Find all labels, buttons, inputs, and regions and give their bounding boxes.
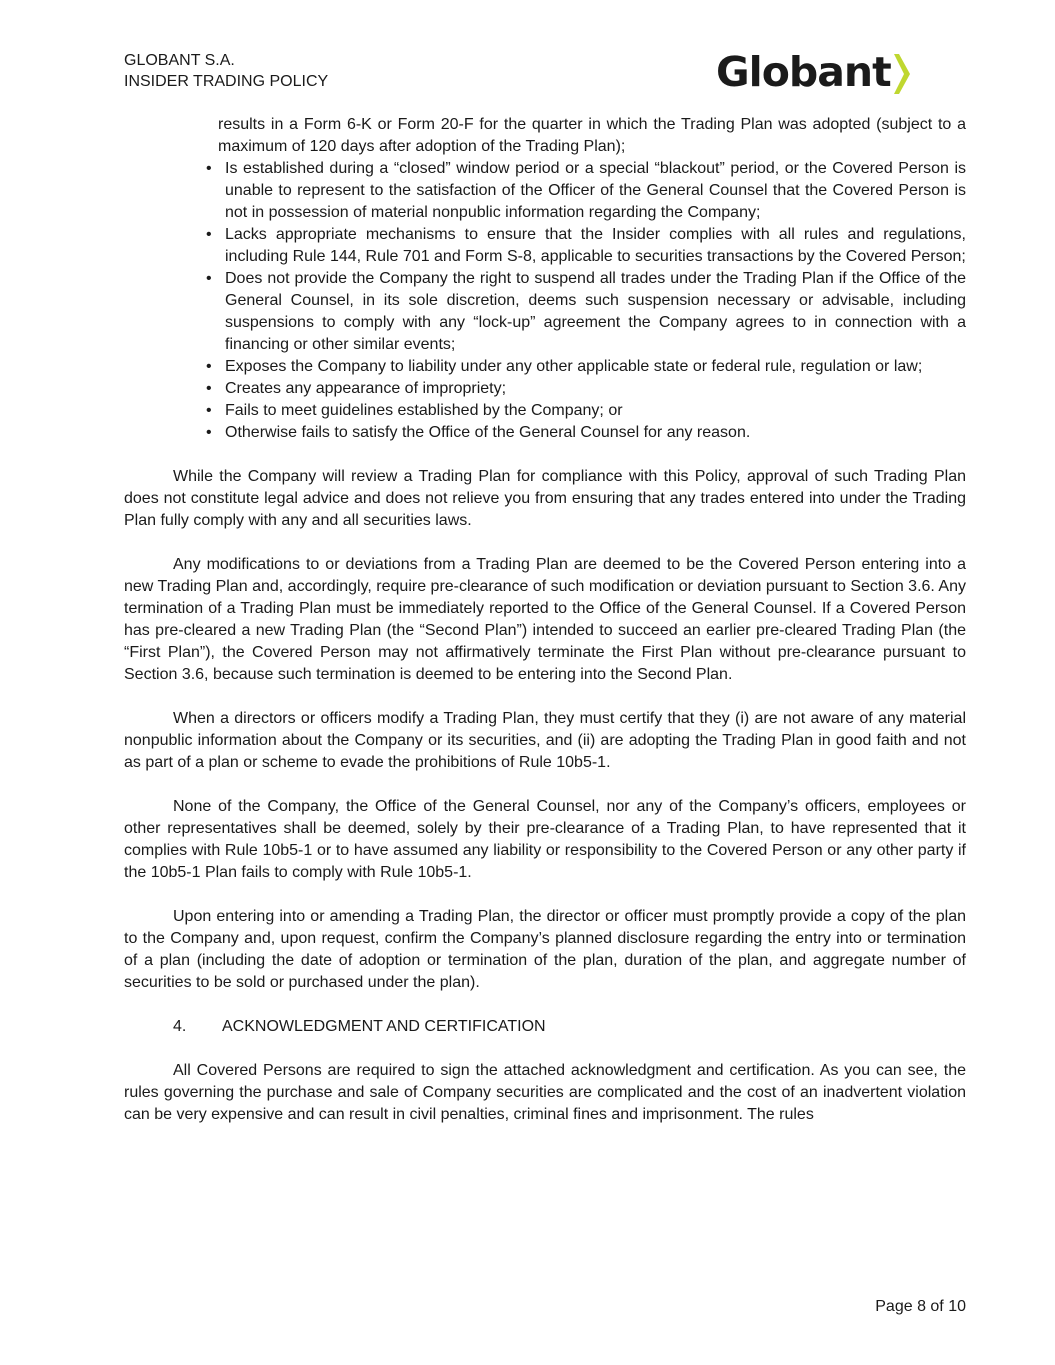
globant-logo [716,46,910,98]
bullet-item: • Exposes the Company to liability under any other applicable state or federal rule, regulation or law; [205,356,966,378]
paragraph: None of the Company, the Office of the General Counsel, nor any of the Company’s officers, employees or other representatives shall be deemed, solely by their pre-clearance of a Trading Plan, to have represented that it complies with Rule 10b5-1 or to have assumed any liability or responsibility to the Covered Person or any other party if the 10b5-1 Plan fails to comply with Rule 10b5-1. [124,798,966,881]
continued-bullet-text: results in a Form 6-K or Form 20-F for the quarter in which the Trading Plan was adopted (subject to a maximum of 120 days after adoption of the Trading Plan); [218,116,966,155]
policy-title: INSIDER TRADING POLICY [124,73,329,90]
chevron-right-icon [894,54,910,94]
bullet-item: • Otherwise fails to satisfy the Office of the General Counsel for any reason. [205,422,966,444]
bullet-item: • Fails to meet guidelines established by the Company; or [205,400,966,422]
paragraph: While the Company will review a Trading Plan for compliance with this Policy, approval of such Trading Plan does not constitute legal advice and does not relieve you from ensuring that any trades entered into under the Trading Plan fully comply with any and all securities laws. [124,468,966,529]
company-name: GLOBANT S.A. [124,52,235,69]
document-header [124,50,328,92]
logo-wordmark: Globant [716,48,891,96]
document-body [124,114,966,1126]
paragraph: All Covered Persons are required to sign the attached acknowledgment and certification. As you can see, the rules governing the purchase and sale of Company securities are complicated and the cost of an inadvertent violation can be very expensive and can result in civil penalties, criminal fines and imprisonment. The rules [124,1062,966,1123]
paragraph: When a directors or officers modify a Trading Plan, they must certify that they (i) are not aware of any material nonpublic information about the Company or its securities, and (ii) are adopting the Trading Plan in good faith and not as part of a plan or scheme to evade the prohibitions of Rule 10b5-1. [124,710,966,771]
paragraph: Any modifications to or deviations from a Trading Plan are deemed to be the Covered Person entering into a new Trading Plan and, accordingly, require pre-clearance of such modification or deviation pursuant to Section 3.6. Any termination of a Trading Plan must be immediately reported to the Office of the General Counsel. If a Covered Person has pre-cleared a new Trading Plan (the “Second Plan”) intended to succeed an earlier pre-cleared Trading Plan (the “First Plan”), the Covered Person may not affirmatively terminate the First Plan without pre-clearance pursuant to Section 3.6, because such termination is deemed to be entering into the Second Plan. [124,556,966,683]
bullet-item: • Lacks appropriate mechanisms to ensure that the Insider complies with all rules and regulations, including Rule 144, Rule 701 and Form S-8, applicable to securities transactions by the Covered Person; [205,224,966,268]
section-heading [173,1016,966,1038]
section-number: 4. [173,1018,187,1035]
bullet-list [124,158,966,444]
section-title: ACKNOWLEDGMENT AND CERTIFICATION [222,1018,546,1035]
bullet-item: • Creates any appearance of impropriety; [205,378,966,400]
page-number: Page 8 of 10 [875,1298,966,1315]
bullet-item: • Is established during a “closed” window period or a special “blackout” period, or the Covered Person is unable to represent to the satisfaction of the Officer of the General Counsel that the Covered Person is not in possession of material nonpublic information regarding the Company; [205,158,966,224]
bullet-item: • Does not provide the Company the right to suspend all trades under the Trading Plan if the Office of the General Counsel, in its sole discretion, deems such suspension necessary or advisable, including suspensions to comply with any “lock-up” agreement the Company agrees to in connection with a financing or other similar events; [205,268,966,356]
paragraph: Upon entering into or amending a Trading Plan, the director or officer must promptly provide a copy of the plan to the Company and, upon request, confirm the Company’s planned disclosure regarding the entry into or termination of a plan (including the date of adoption or termination of the plan, duration of the plan, and aggregate number of securities to be sold or purchased under the plan). [124,908,966,991]
